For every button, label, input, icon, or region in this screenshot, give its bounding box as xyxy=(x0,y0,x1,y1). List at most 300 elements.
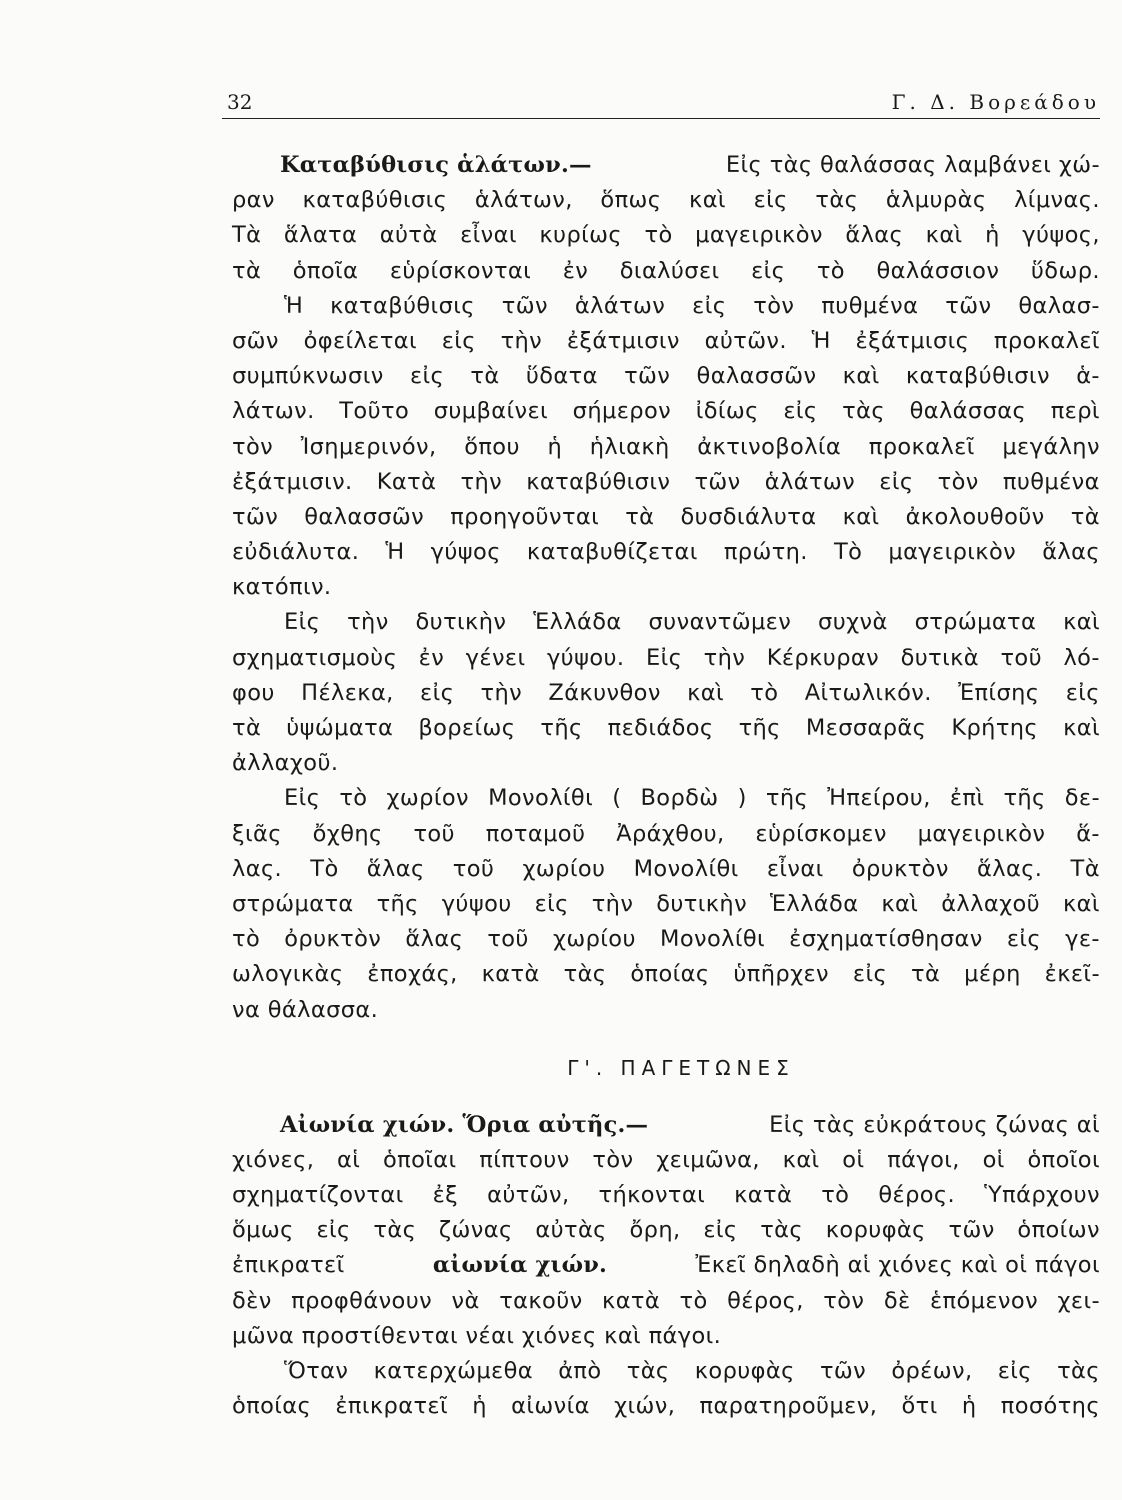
word: καὶ xyxy=(842,503,880,530)
word: καὶ xyxy=(689,187,726,214)
word: Κρήτης xyxy=(951,715,1039,741)
word: χωρίον xyxy=(386,785,469,812)
word: λας. xyxy=(232,855,283,882)
word: εἰς xyxy=(420,679,455,706)
word: συμπύκνωσιν xyxy=(232,363,384,390)
word: θαλάσσας xyxy=(909,398,1027,425)
word: αἱ xyxy=(337,1146,361,1173)
word: ὀρυκτὸν xyxy=(284,926,382,953)
paragraph-line xyxy=(232,148,1100,183)
word: χωρίου xyxy=(552,926,636,953)
word: ἐξ xyxy=(432,1182,459,1209)
word: εἶναι xyxy=(460,222,517,249)
word: καταβύθισις xyxy=(330,292,475,319)
word: ὕδωρ. xyxy=(1030,257,1100,284)
word: καταβυθίζεται xyxy=(526,539,698,566)
paragraph-line xyxy=(232,394,1100,429)
word: τῶν xyxy=(501,292,548,319)
word: τακοῦν xyxy=(499,1287,583,1314)
word: Μεσσαρᾶς xyxy=(805,715,927,741)
word: ἐν xyxy=(418,644,445,671)
word: μεγάλην xyxy=(1002,433,1100,460)
paragraph-line xyxy=(232,711,1100,746)
word: ἐπὶ xyxy=(949,785,985,812)
word: φου xyxy=(232,679,275,706)
word: πρώτη. xyxy=(723,539,808,566)
paragraph-line xyxy=(232,1213,1100,1248)
word: Ζάκυνθον xyxy=(548,679,661,706)
paragraph-line xyxy=(232,887,1100,922)
line-text: κατόπιν. xyxy=(232,574,332,601)
word: τὴν xyxy=(480,679,523,706)
paragraph-heading: Αἰωνία χιών. Ὅρια αὐτῆς.— xyxy=(280,1111,649,1138)
paragraph-line xyxy=(232,605,1100,640)
word: αὐτὰς xyxy=(535,1217,607,1244)
paragraph-line xyxy=(232,1389,1100,1424)
word: ὁποίας xyxy=(630,961,710,988)
word: τὰ xyxy=(232,257,262,284)
word: τῆς xyxy=(540,715,583,741)
word: τὴν xyxy=(347,609,389,636)
word: ὅμως xyxy=(232,1217,294,1244)
word: ποταμοῦ xyxy=(485,820,586,847)
word: τοῦ xyxy=(413,820,455,847)
word: ὁποῖαι xyxy=(382,1146,457,1173)
line-text: Εἰς τὰς θαλάσσας λαμβάνει χώ- xyxy=(725,152,1100,178)
word: Τὰ xyxy=(1070,855,1100,882)
word: Κατὰ xyxy=(376,468,437,495)
paragraph-line xyxy=(232,465,1100,500)
word: τῆς xyxy=(738,715,781,741)
word: σχηματίζονται xyxy=(232,1182,404,1209)
word: εἶναι xyxy=(766,855,824,882)
word: καὶ xyxy=(782,1146,820,1173)
word: τὰς xyxy=(760,1217,804,1244)
word: Εἰς xyxy=(284,609,321,636)
word: τὰς xyxy=(373,1217,417,1244)
word: εἰς xyxy=(409,363,445,390)
word: θαλασσῶν xyxy=(696,363,817,390)
word: αὐτῶν, xyxy=(487,1182,570,1209)
section-heading: Γ'. ΠΑΓΕΤΩΝΕΣ xyxy=(567,1055,795,1080)
word: μαγειρικὸν xyxy=(695,222,823,249)
word: ἡλιακὴ xyxy=(589,433,670,460)
paragraph-line xyxy=(232,641,1100,676)
word: ἡ xyxy=(961,1393,977,1420)
word: Τοῦτο xyxy=(339,398,410,425)
word: τοῦ xyxy=(452,855,495,882)
word: δυτικὴν xyxy=(656,890,748,917)
word: αὐτῶν. xyxy=(704,327,787,354)
line-text: ἀλλαχοῦ. xyxy=(232,750,339,777)
word: χιόνες, xyxy=(232,1146,315,1173)
page-number: 32 xyxy=(227,90,253,114)
word: Ἀράχθου, xyxy=(616,820,725,847)
word: ἐπικρατεῖ xyxy=(335,1393,448,1420)
word: εἰς xyxy=(783,398,818,425)
word: διαλύσει xyxy=(619,257,720,284)
word: εὑρίσκονται xyxy=(389,257,532,284)
word: ὑπῆρχεν xyxy=(733,961,830,988)
word: τῶν xyxy=(624,363,671,390)
paragraph-line xyxy=(232,289,1100,324)
word: εὑρίσκομεν xyxy=(755,820,887,847)
word: ὁποίων xyxy=(1017,1217,1100,1244)
word: θαλάσσιον xyxy=(876,257,1000,284)
word: τὸ xyxy=(679,1287,708,1314)
line-text: μῶνα προστίθενται νέαι χιόνες καὶ πάγοι. xyxy=(232,1322,722,1349)
word: καὶ xyxy=(881,890,919,917)
word: καὶ xyxy=(1063,715,1100,741)
word: πάγοι, xyxy=(887,1146,960,1173)
word: τὸν xyxy=(823,1287,865,1314)
word: οἱ xyxy=(982,1146,1005,1173)
word: ἐν xyxy=(562,257,589,284)
word: Τὰ xyxy=(232,222,262,249)
word: προκαλεῖ xyxy=(993,327,1100,354)
paragraph-line xyxy=(232,922,1100,957)
word: εἰς xyxy=(1065,679,1100,706)
word: ) xyxy=(737,785,747,812)
word: τῆς xyxy=(1003,785,1046,812)
word: θαλασσῶν xyxy=(304,503,425,530)
word: εἰς xyxy=(1006,926,1042,953)
word: ἁλάτων, xyxy=(474,187,573,214)
paragraph-line xyxy=(232,1143,1100,1178)
word: τῶν xyxy=(232,503,279,530)
word: ὅπως xyxy=(600,187,662,214)
word: γύψος xyxy=(430,539,501,566)
word: παρατηροῦμεν, xyxy=(699,1393,878,1420)
word: ἡ xyxy=(472,1393,487,1420)
word: καταβύθισιν xyxy=(526,468,671,495)
word: λό- xyxy=(1063,644,1100,671)
word: Ἐπίσης xyxy=(958,679,1040,706)
paragraph-heading: Καταβύθισις ἁλάτων.— xyxy=(280,152,592,178)
word: οἱ xyxy=(842,1146,865,1173)
paragraph-line xyxy=(232,430,1100,465)
word: εἰς xyxy=(751,257,786,284)
word: Ἑλλάδα xyxy=(533,609,622,636)
word: ἅλας xyxy=(845,222,904,249)
word: τὸ xyxy=(232,926,261,953)
word: Μονολίθι xyxy=(488,785,594,812)
word: ἐξάτμισιν xyxy=(566,327,680,354)
word: εἰς xyxy=(316,1217,351,1244)
word: γύψου xyxy=(441,890,512,917)
word: γύψος, xyxy=(1022,222,1100,249)
word: ἐποχάς, xyxy=(367,961,458,988)
paragraph-line xyxy=(232,817,1100,852)
word: πυθμένα xyxy=(1002,468,1100,495)
word: Μονολίθι xyxy=(660,926,766,953)
word: καὶ xyxy=(925,222,963,249)
word: Πέλεκα, xyxy=(301,679,394,706)
word: εἰς xyxy=(997,1358,1032,1384)
word: τὴν xyxy=(591,890,634,917)
word: γύψου. xyxy=(546,644,625,671)
word: τὸ xyxy=(339,785,368,812)
word: ἀπὸ xyxy=(558,1358,602,1384)
word: καταβύθισιν xyxy=(905,363,1050,390)
word: ξιᾶς xyxy=(232,820,282,847)
word: τὴν xyxy=(460,468,503,495)
word: σήμερον xyxy=(572,398,672,425)
word: εἰς xyxy=(692,292,727,319)
word: τὰ xyxy=(232,715,262,741)
word: βορείως xyxy=(418,715,516,741)
word: ἅλας xyxy=(366,855,425,882)
word: ( xyxy=(612,785,622,812)
word: χει- xyxy=(1057,1287,1100,1314)
word: τήκονται xyxy=(598,1182,706,1209)
word: ἰδίως xyxy=(695,398,759,425)
word: δὲν xyxy=(232,1287,272,1314)
word: τὰς xyxy=(563,961,607,988)
word: Ἰσημερινόν, xyxy=(300,433,437,460)
word: τὰς xyxy=(815,187,859,214)
body-text xyxy=(232,148,1100,1424)
word: τὸ xyxy=(816,257,845,284)
word: μαγειρικὸν xyxy=(917,820,1046,847)
word: ἁ- xyxy=(1076,363,1100,390)
word: ὅτι xyxy=(901,1393,938,1420)
word: ἁλμυρὰς xyxy=(885,187,987,214)
word: ἡ xyxy=(547,433,563,460)
word: δὲ xyxy=(883,1287,911,1314)
paragraph-line xyxy=(232,993,1100,1028)
word: ἁλάτων xyxy=(764,468,856,495)
word: καὶ xyxy=(842,363,880,390)
paragraph-line xyxy=(232,746,1100,781)
word: τὰ xyxy=(1070,503,1100,530)
word: χειμῶνα, xyxy=(656,1146,760,1173)
word: καὶ xyxy=(687,679,724,706)
word: ἐσχηματίσθησαν xyxy=(789,926,983,953)
word: κορυφὰς xyxy=(694,1358,795,1384)
paragraph-line xyxy=(232,852,1100,887)
word: δυσδιάλυτα xyxy=(680,503,817,530)
word: χωρίου xyxy=(522,855,606,882)
word: εἰς xyxy=(753,187,788,214)
word: ωλογικὰς xyxy=(232,961,344,988)
word: Ἠπείρου, xyxy=(827,785,931,812)
word: μαγειρικὸν xyxy=(888,539,1017,566)
word: εἰς xyxy=(703,1217,738,1244)
word: τὰς xyxy=(626,1358,670,1384)
paragraph-line xyxy=(232,1108,1100,1143)
word: ποσότης xyxy=(1000,1393,1100,1420)
paragraph-line xyxy=(232,676,1100,711)
word: ἁλάτων xyxy=(574,292,666,319)
word: τὰς xyxy=(842,398,885,425)
word: τὸν xyxy=(753,292,795,319)
word: συμβαίνει xyxy=(433,398,549,425)
word: Μονολίθι xyxy=(633,855,739,882)
word: τὸ xyxy=(821,1182,850,1209)
paragraph-line xyxy=(232,781,1100,816)
page-header xyxy=(222,88,1100,119)
word: Κέρκυραν xyxy=(766,644,880,671)
word: ἐξάτμισις xyxy=(855,327,970,354)
word: ὕδατα xyxy=(525,363,598,390)
line-text: Ἐκεῖ δηλαδὴ αἱ χιόνες καὶ οἱ πάγοι xyxy=(695,1252,1100,1279)
word: ὁποῖα xyxy=(292,257,359,284)
word: ὑψώματα xyxy=(286,715,394,741)
line-text: να θάλασσα. xyxy=(232,996,379,1023)
word: εἰς xyxy=(441,327,476,354)
word: πυθμένα xyxy=(821,292,919,319)
word: Τὸ xyxy=(310,855,339,882)
word: Αἰτωλικόν. xyxy=(804,679,932,706)
word: ἐξάτμισιν. xyxy=(232,468,353,495)
word: τὰ xyxy=(470,363,500,390)
word: τῆς xyxy=(376,890,419,917)
paragraph-line xyxy=(232,1284,1100,1319)
word: εὐδιάλυτα. xyxy=(232,539,360,566)
word: ὀρυκτὸν xyxy=(851,855,949,882)
word: Ὅταν xyxy=(284,1358,349,1384)
paragraph-line xyxy=(232,183,1100,218)
running-head: Γ. Δ. Βορεάδου xyxy=(891,90,1100,114)
word: περὶ xyxy=(1050,398,1100,425)
paragraph-line xyxy=(232,1354,1100,1389)
paragraph-line xyxy=(232,1248,1100,1283)
word: πίπτουν xyxy=(479,1146,570,1173)
word: ἅλατα xyxy=(283,222,358,249)
word: καταβύθισις xyxy=(302,187,448,214)
line-text: ἐπικρατεῖ xyxy=(232,1252,345,1279)
word: τὸ xyxy=(750,679,779,706)
word: τοῦ xyxy=(1000,644,1042,671)
word: κατερχώμεθα xyxy=(373,1358,533,1384)
word: Ἑλλάδα xyxy=(769,890,859,917)
paragraph-line xyxy=(232,500,1100,535)
word: μέρη xyxy=(964,961,1021,988)
word: ραν xyxy=(232,187,275,214)
word: συχνὰ xyxy=(818,609,888,636)
paragraph-line xyxy=(232,359,1100,394)
word: τὴν xyxy=(703,644,746,671)
word: ἀκτινοβολία xyxy=(697,433,842,460)
word: καὶ xyxy=(1063,890,1100,917)
word: προηγοῦνται xyxy=(450,503,600,530)
word: συναντῶμεν xyxy=(648,609,792,636)
word: στρώματα xyxy=(232,890,354,917)
word: θαλασ- xyxy=(1018,292,1100,319)
word: τῆς xyxy=(765,785,809,812)
word: εἰς xyxy=(534,890,569,917)
word: ὄρη, xyxy=(629,1217,681,1244)
word: κορυφὰς xyxy=(825,1217,926,1244)
word: τῶν xyxy=(945,292,992,319)
word: δε- xyxy=(1064,785,1100,812)
word: ὀρέων, xyxy=(891,1358,973,1384)
word: ὀφείλεται xyxy=(303,327,418,354)
word: ἀλλαχοῦ xyxy=(941,890,1041,917)
word: δυτικὴν xyxy=(415,609,507,636)
word: σῶν xyxy=(232,327,279,354)
line-text: Εἰς τὰς εὐκράτους ζώνας αἱ xyxy=(769,1111,1100,1138)
word: θέρος, xyxy=(727,1287,804,1314)
word: αἰωνία xyxy=(511,1393,590,1420)
word: ὁποίας xyxy=(232,1393,312,1420)
word: τῶν xyxy=(948,1217,995,1244)
word: Εἰς xyxy=(284,785,321,812)
word: τῶν xyxy=(694,468,741,495)
word: Βορδὼ xyxy=(640,785,719,812)
word: νὰ xyxy=(451,1287,480,1314)
word: τὸν xyxy=(232,433,274,460)
word: προφθάνουν xyxy=(291,1287,433,1314)
word: εἰς xyxy=(879,468,914,495)
word: Τὸ xyxy=(833,539,863,566)
word: καὶ xyxy=(1063,609,1100,636)
word: τὰ xyxy=(625,503,655,530)
word: χιών, xyxy=(614,1393,676,1420)
word: κατὰ xyxy=(602,1287,661,1314)
word: Ὑπάρχουν xyxy=(984,1182,1100,1209)
word: ἅ- xyxy=(1076,820,1100,847)
word: τὸν xyxy=(592,1146,634,1173)
word: τοῦ xyxy=(487,926,529,953)
word: Εἰς xyxy=(645,644,683,671)
word: ἑπόμενον xyxy=(929,1287,1039,1314)
word: λίμνας. xyxy=(1014,187,1100,214)
word: δυτικὰ xyxy=(900,644,979,671)
word: ζώνας xyxy=(438,1217,513,1244)
word: πεδιάδος xyxy=(607,715,714,741)
word: τὸ xyxy=(644,222,673,249)
paragraph-line xyxy=(232,254,1100,289)
paragraph-line xyxy=(232,535,1100,570)
word: ὄχθης xyxy=(312,820,383,847)
word: γένει xyxy=(465,644,526,671)
word: ἅλας xyxy=(1042,539,1100,566)
word: ἅλας xyxy=(405,926,464,953)
word: ὁποῖοι xyxy=(1027,1146,1100,1173)
word: τὰ xyxy=(911,961,941,988)
bold-term: αἰωνία χιών. xyxy=(432,1252,608,1279)
word: ἡ xyxy=(985,222,1000,249)
paragraph-line xyxy=(232,324,1100,359)
paragraph-line xyxy=(232,1319,1100,1354)
word: ὅπου xyxy=(464,433,520,460)
paragraph-line xyxy=(232,570,1100,605)
word: ἀκολουθοῦν xyxy=(905,503,1045,530)
word: τῶν xyxy=(819,1358,867,1384)
word: στρώματα xyxy=(914,609,1037,636)
word: Ἡ xyxy=(385,539,405,566)
word: τὰς xyxy=(1057,1358,1100,1384)
word: Ἡ xyxy=(284,292,304,319)
word: ἅλας. xyxy=(977,855,1043,882)
word: σχηματισμοὺς xyxy=(232,644,398,671)
word: Ἡ xyxy=(811,327,831,354)
paragraph-line xyxy=(232,1178,1100,1213)
paragraph-line xyxy=(232,218,1100,253)
word: αὐτὰ xyxy=(379,222,438,249)
word: προκαλεῖ xyxy=(868,433,975,460)
word: κατὰ xyxy=(481,961,540,988)
word: ἐκεῖ- xyxy=(1044,961,1100,988)
word: κατὰ xyxy=(734,1182,793,1209)
word: κυρίως xyxy=(539,222,622,249)
word: τὸν xyxy=(937,468,979,495)
word: γε- xyxy=(1065,926,1100,953)
word: τὴν xyxy=(500,327,543,354)
word: θέρος. xyxy=(878,1182,956,1209)
